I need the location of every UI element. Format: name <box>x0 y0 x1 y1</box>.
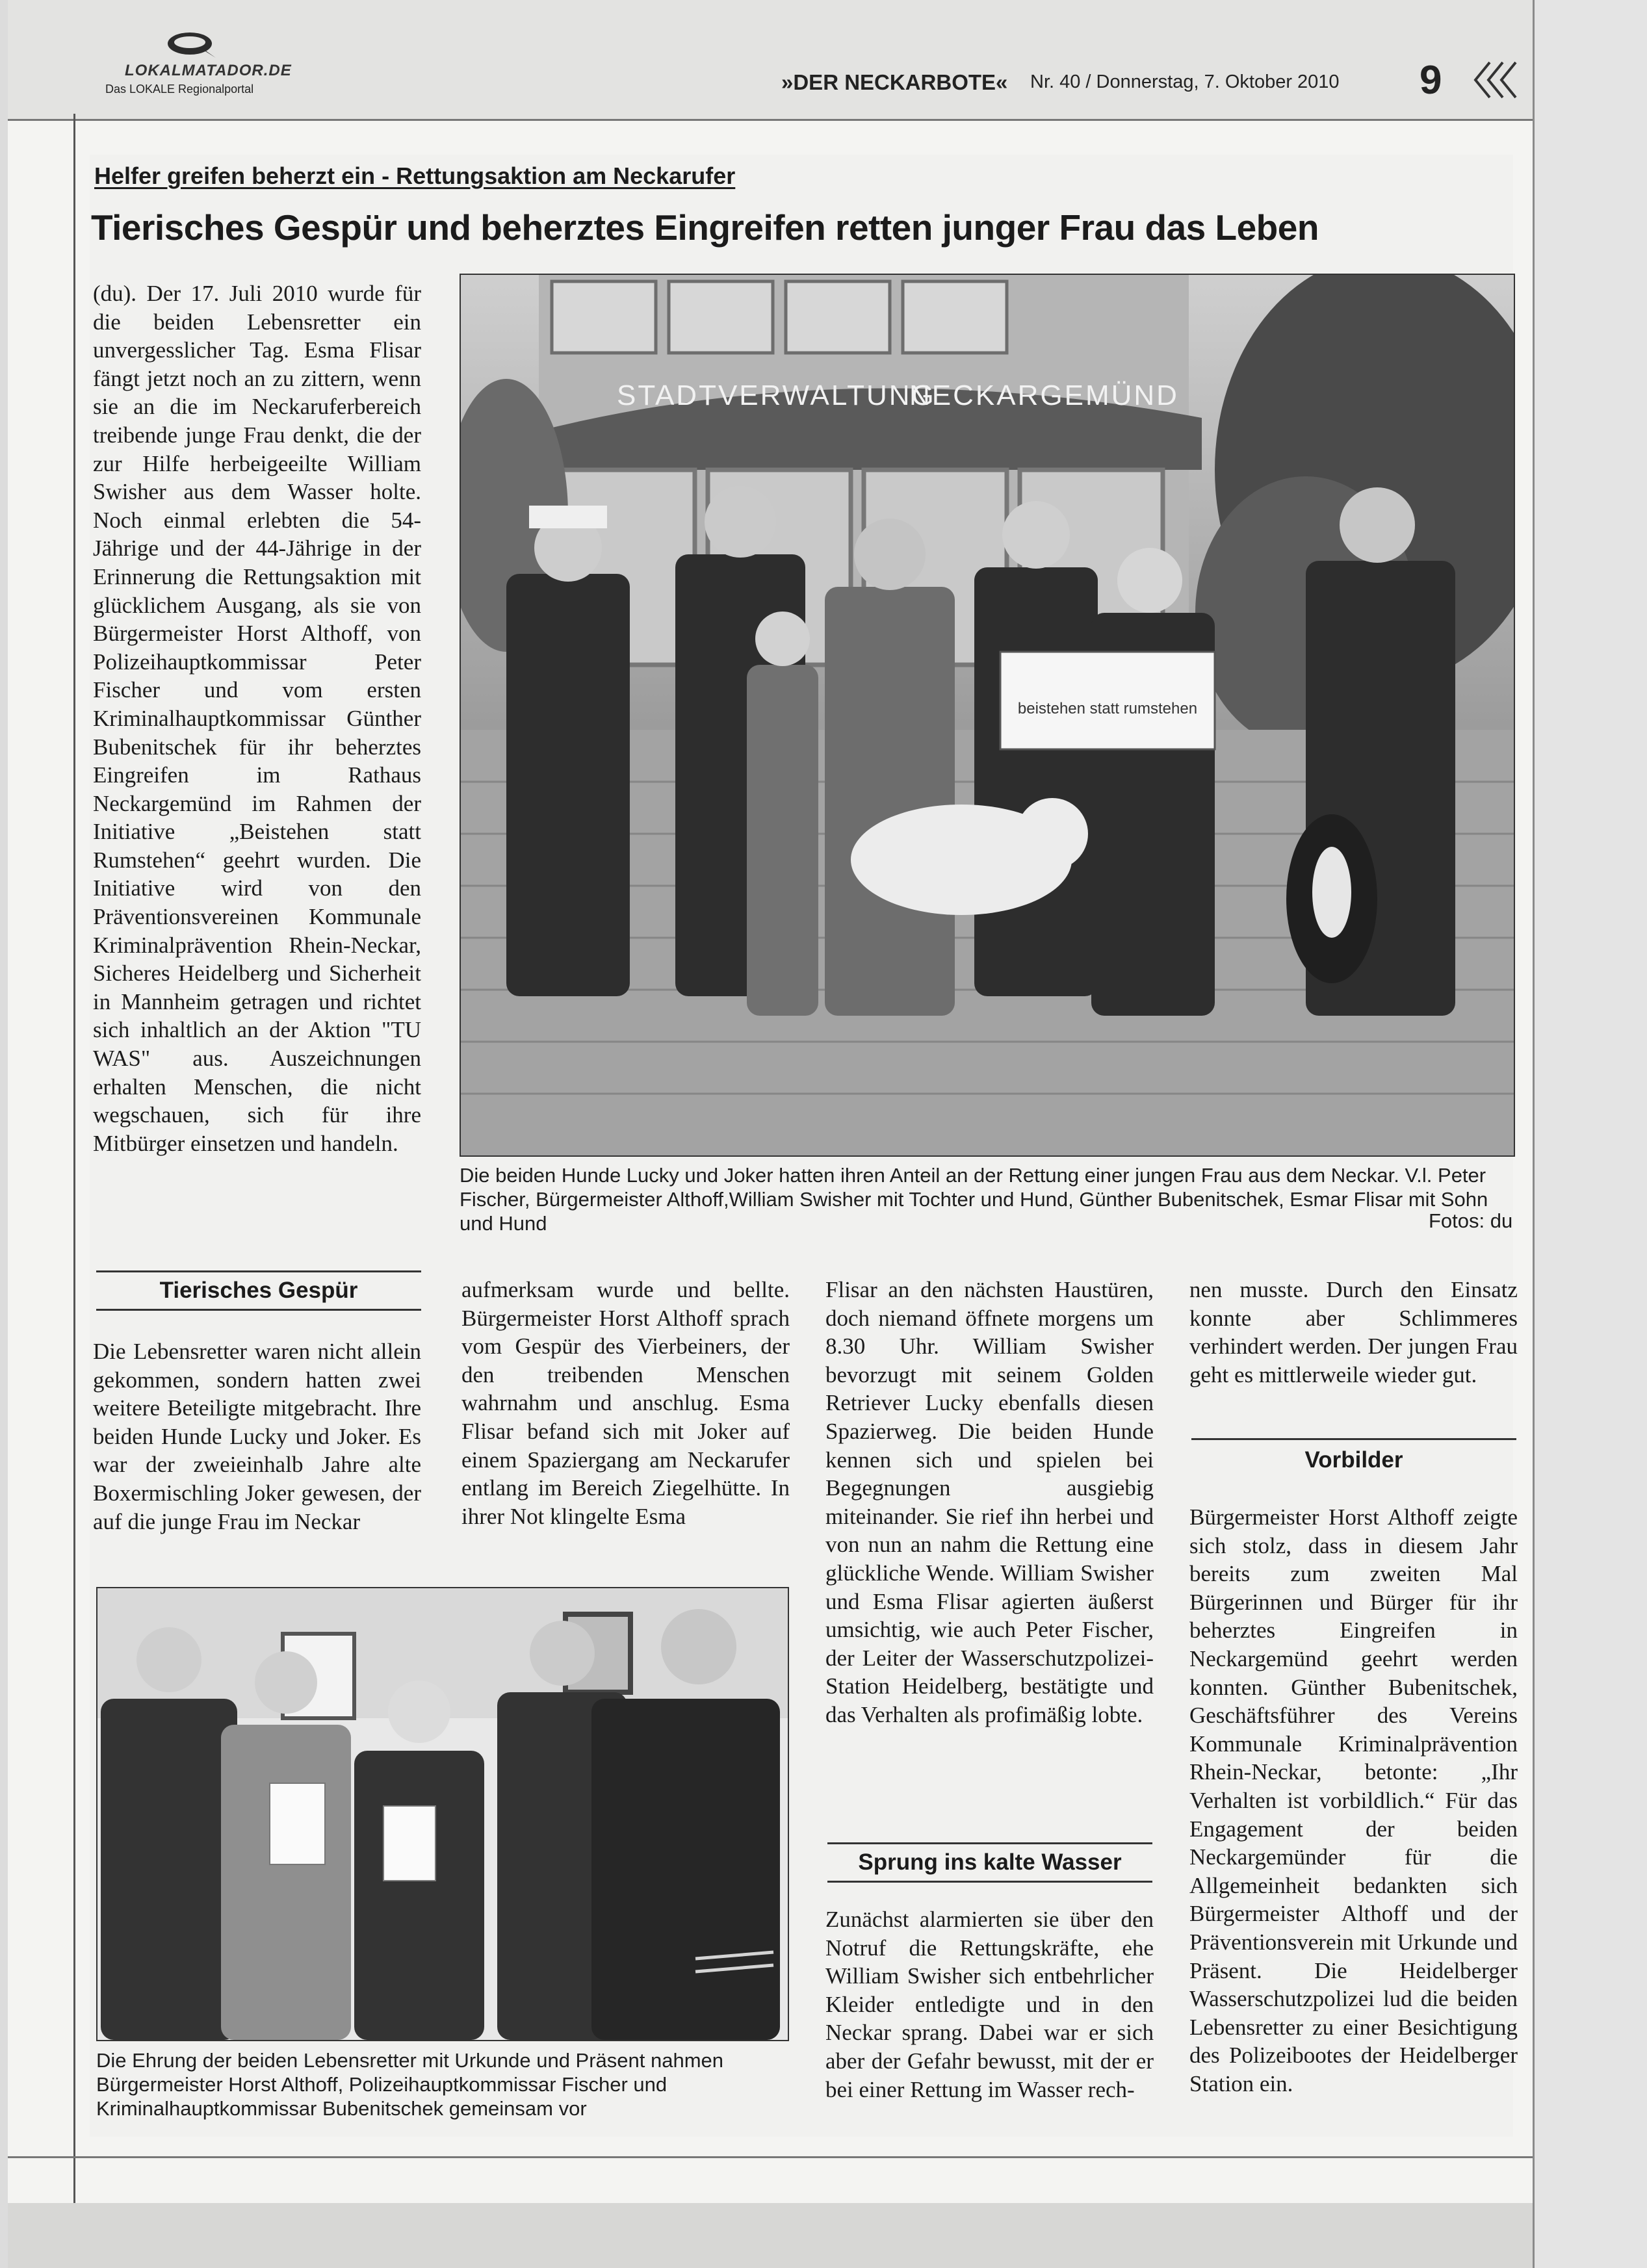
logo-bubble-icon <box>164 29 229 63</box>
article-kicker: Helfer greifen beherzt ein - Rettungsaktion am Neckarufer <box>94 162 736 189</box>
scan-left-margin <box>0 0 8 2268</box>
intro-text: (du). Der 17. Juli 2010 wurde für die beiden Lebensretter ein unvergesslicher Tag. Esma Flisar fängt jetzt noch an zu zittern, wenn sie an die im Neckaruferbereich treibende junge Frau denkt, die der zur Hilfe herbeigeeilte William Swisher aus dem Wasser holte. Noch einmal erlebten die 54-Jährige und der 44-Jährige in der Erinnerung die Rettungsaktion mit glücklichem Ausgang, als sie von Bürgermeister Horst Althoff, von Polizeihauptkommissar Peter Fischer und vom ersten Kriminalhauptkommissar Günther Bubenitschek für ihr beherztes Eingreifen im Rathaus Neckargemünd im Rahmen der Initiative „Beistehen statt Rumstehen“ geehrt wurden. Die Initiative wird von den Präventionsvereinen Kommunale Kriminalprävention Rhein-Neckar, Sicheres Heidelberg und Sicherheit in Mannheim getragen und richtet sich inhaltlich an der Aktion "TU WAS" aus. Auszeichnungen erhalten Menschen, die nicht wegschauen, sich für ihre Mitbürger einsetzen und handeln. <box>93 281 421 1156</box>
page-left-rule <box>73 114 75 2226</box>
article-headline: Tierisches Gespür und beherztes Eingreifen retten junger Frau das Leben <box>91 207 1319 248</box>
scan-right-margin <box>1533 0 1647 2268</box>
tierisches-text-1: Die Lebensretter waren nicht allein gekommen, sondern hatten zwei weitere Beteiligte mitgebracht. Ihre beiden Hunde Lucky und Joker. Es war der zweieinhalb Jahre alte Boxermischling Joker gewesen, der auf die junge Frau im Neckar <box>93 1339 421 1534</box>
page-footer-band <box>8 2203 1533 2268</box>
tierisches-col2 <box>461 1276 790 1530</box>
vorbilder-rule <box>1191 1438 1516 1440</box>
photo-credit: Fotos: du <box>1429 1209 1513 1232</box>
portal-logo <box>105 29 292 101</box>
photo-top-caption: Die beiden Hunde Lucky und Joker hatten ihren Anteil an der Rettung einer jungen Frau aus dem Neckar. V.l. Peter Fischer, Bürgermeister Althoff,William Swisher mit Tochter und Hund, Günther Bubenitschek, Esmar Flisar mit Sohn und Hund <box>460 1164 1488 1235</box>
page-footer-rule <box>8 2156 1533 2158</box>
issue-info: Nr. 40 / Donnerstag, 7. Oktober 2010 <box>1030 71 1340 92</box>
page-chevron-icon <box>1470 57 1522 103</box>
photo-rathaus-group <box>460 274 1515 1157</box>
tierisches-text-2: aufmerksam wurde und bellte. Bürgermeister Horst Althoff sprach vom Gespür des Vierbeiners, der den treibenden Menschen wahrnahm und anschlug. Esma Flisar befand sich mit Joker auf einem Spaziergang am Neckarufer entlang im Bereich Ziegelhütte. In ihrer Not klingelte Esma <box>461 1277 790 1529</box>
newspaper-name: »DER NECKARBOTE« <box>781 70 1008 94</box>
vorbilder-column <box>1189 1503 1518 2098</box>
subhead-vorbilder: Vorbilder <box>1304 1447 1403 1473</box>
tierisches-text-3: Flisar an den nächsten Haustüren, doch niemand öffnete morgens um 8.30 Uhr. William Swisher bevorzugt mit seinem Golden Retriever Lucky ebenfalls diesen Spazierweg. Die beiden Hunde kennen sich und spielen bei Begegnungen ausgiebig miteinander. Sie rief ihn herbei und von nun an nahm die Rettung eine glückliche Wende. William Swisher und Esma Flisar agierten äußerst umsichtig, wie auch Peter Fischer, der Leiter der Wasserschutzpolizei-Station Heidelberg, bestätigte und das Verhalten als profimäßig lobte. <box>825 1277 1154 1727</box>
intro-column <box>93 279 421 1157</box>
logo-name: LOKALMATADOR.DE <box>125 62 292 79</box>
sprung-col4 <box>1189 1276 1518 1389</box>
placard-text: beistehen statt rumstehen <box>1017 700 1198 717</box>
sign-text-2: NECKARGEMÜND <box>909 380 1179 411</box>
page-number: 9 <box>1420 58 1442 103</box>
photo-bottom-caption: Die Ehrung der beiden Lebensretter mit Urkunde und Präsent nahmen Bürgermeister Horst Althoff, Polizeihauptkommissar Fischer und Kriminalhauptkommissar Bubenitschek gemeinsam vor <box>96 2049 724 2120</box>
page-header <box>8 0 1533 121</box>
subhead-sprung: Sprung ins kalte Wasser <box>827 1842 1152 1883</box>
photo-award-image <box>97 1588 788 2040</box>
sprung-text-1: Zunächst alarmierten sie über den Notruf die Rettungskräfte, ehe William Swisher sich entbehrlicher Kleider entledigte und in den Neckar sprang. Dabei war er sich aber der Gefahr bewusst, mit der er bei einer Rettung im Wasser rech- <box>825 1907 1154 2102</box>
tierisches-col3 <box>825 1276 1154 1729</box>
tierisches-col1 <box>93 1337 421 1536</box>
sprung-text-2: nen musste. Durch den Einsatz konnte aber Schlimmeres verhindert werden. Der jungen Frau geht es mittlerweile wieder gut. <box>1189 1277 1518 1387</box>
photo-award-group <box>96 1587 789 2041</box>
sign-text-1: STADTVERWALTUNG <box>617 380 936 411</box>
logo-tagline: Das LOKALE Regionalportal <box>105 83 254 96</box>
sprung-col3 <box>825 1905 1154 2104</box>
subhead-tierisches: Tierisches Gespür <box>96 1270 421 1311</box>
photo-rathaus-image <box>461 275 1514 1155</box>
vorbilder-text: Bürgermeister Horst Althoff zeigte sich stolz, dass in diesem Jahr bereits zum zweiten Mal Bürgerinnen und Bürger für ihr beherztes Eingreifen in Neckargemünd geehrt werden konnten. Günther Bubenitschek, Geschäftsführer des Vereins Kommunale Kriminalprävention Rhein-Neckar, betonte: „Ihr Verhalten ist vorbildlich.“ Für das Engagement der beiden Neckargemünder für die Allgemeinheit bedankten sich Bürgermeister Althoff und der Präventionsverein mit Urkunde und Präsent. Die Heidelberger Wasserschutzpolizei lud die beiden Lebensretter zu einer Besichtigung des Polizeibootes der Heidelberger Station ein. <box>1189 1504 1518 2096</box>
